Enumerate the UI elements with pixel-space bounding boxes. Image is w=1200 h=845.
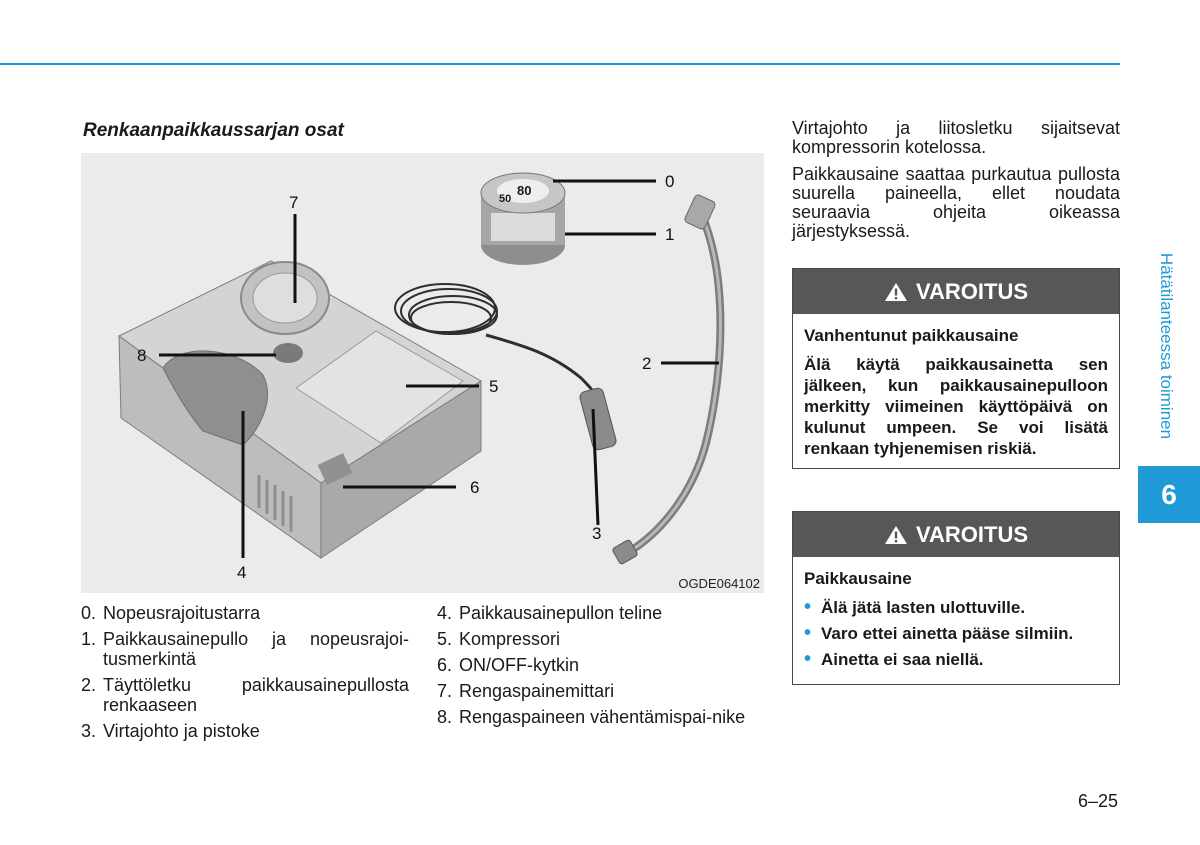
repair-kit-drawing	[81, 153, 764, 593]
legend-item	[81, 629, 409, 669]
callout-7: 7	[289, 193, 299, 212]
fill-hose	[627, 213, 720, 553]
warning-title: VAROITUS	[915, 278, 1029, 304]
legend-number: 7.	[437, 681, 453, 701]
warning-text: Älä käytä paikkausainetta sen jälkeen, kun paikkausainepulloon merkitty viimeinen käyttöpäivä on kulunut umpeen. Se voi lisätä renkaan tyhjenemisen riskiä.	[804, 355, 1108, 458]
legend-item	[81, 721, 409, 741]
legend-item	[437, 707, 764, 727]
warning-header	[793, 269, 1119, 314]
legend-text: Virtajohto ja pistoke	[103, 721, 260, 741]
callout-8: 8	[137, 346, 147, 365]
warning-box-expired	[792, 268, 1120, 469]
power-plug-shape	[579, 387, 618, 451]
legend-text: Rengaspainemittari	[459, 681, 615, 701]
callout-4: 4	[237, 563, 247, 582]
side-tab-label: Hätätilanteessa toiminen	[1157, 252, 1176, 440]
callout-3: 3	[592, 524, 602, 543]
power-cable	[486, 335, 594, 393]
callout-2: 2	[642, 354, 652, 373]
speed-label-50: 50	[499, 193, 512, 205]
warning-subtitle: Paikkausaine	[804, 569, 912, 588]
callout-5: 5	[489, 377, 499, 396]
warning-body	[793, 557, 1119, 684]
legend-text: Rengaspaineen vähentämispai-nike	[459, 707, 746, 727]
intro-paragraph: Paikkausaine saattaa purkautua pullosta suurella paineella, ellet noudata seuraavia ohjeita oikeassa järjestyksessä.	[792, 164, 1120, 241]
callout-1: 1	[665, 225, 675, 244]
legend-item	[81, 675, 409, 715]
chapter-tab: 6	[1138, 466, 1200, 523]
warning-list-item: • Varo ettei ainetta pääse silmiin.	[804, 623, 1108, 644]
legend-text: Kompressori	[459, 629, 561, 649]
legend-number: 6.	[437, 655, 453, 675]
legend-item	[437, 603, 764, 623]
warning-title: VAROITUS	[915, 521, 1029, 547]
legend-item	[437, 655, 764, 675]
legend-text: Paikkausainepullo ja nopeusrajoi-tusmerkintä	[103, 629, 409, 669]
legend-number: 1.	[81, 629, 97, 649]
warning-triangle-icon	[884, 525, 908, 545]
page-number: 6–25	[1078, 791, 1119, 811]
legend-text: Täyttöletku paikkausainepullosta renkaaseen	[103, 675, 409, 715]
legend-number: 5.	[437, 629, 453, 649]
warning-subtitle: Vanhentunut paikkausaine	[804, 326, 1019, 345]
legend-number: 4.	[437, 603, 453, 623]
warning-header	[793, 512, 1119, 557]
warning-list-item: • Ainetta ei saa niellä.	[804, 649, 1108, 670]
warning-list-item: • Älä jätä lasten ulottuville.	[804, 597, 1108, 618]
legend-item	[437, 629, 764, 649]
legend-text: Nopeusrajoitustarra	[103, 603, 261, 623]
legend-right	[437, 603, 764, 733]
deflate-button-shape	[273, 343, 303, 363]
speed-label-80: 80	[517, 183, 532, 198]
callout-0: 0	[665, 172, 675, 191]
callout-6: 6	[470, 478, 480, 497]
warning-body	[793, 314, 1119, 468]
header-rule	[0, 63, 1120, 65]
legend-text: Paikkausainepullon teline	[459, 603, 663, 623]
legend-number: 2.	[81, 675, 97, 695]
legend-left	[81, 603, 409, 747]
warning-triangle-icon	[884, 282, 908, 302]
section-title: Renkaanpaikkaussarjan osat	[83, 120, 344, 141]
warning-list	[804, 597, 1108, 670]
legend-number: 0.	[81, 603, 97, 623]
legend-item	[437, 681, 764, 701]
legend-number: 3.	[81, 721, 97, 741]
legend-text: ON/OFF-kytkin	[459, 655, 579, 675]
intro-paragraph: Virtajohto ja liitosletku sijaitsevat kompressorin kotelossa.	[792, 118, 1120, 157]
legend-item	[81, 603, 409, 623]
figure-code: OGDE064102	[678, 576, 760, 591]
side-tab	[1141, 236, 1191, 456]
intro-text	[792, 119, 1120, 249]
warning-box-sealant	[792, 511, 1120, 685]
repair-kit-illustration	[81, 153, 764, 593]
legend-number: 8.	[437, 707, 453, 727]
